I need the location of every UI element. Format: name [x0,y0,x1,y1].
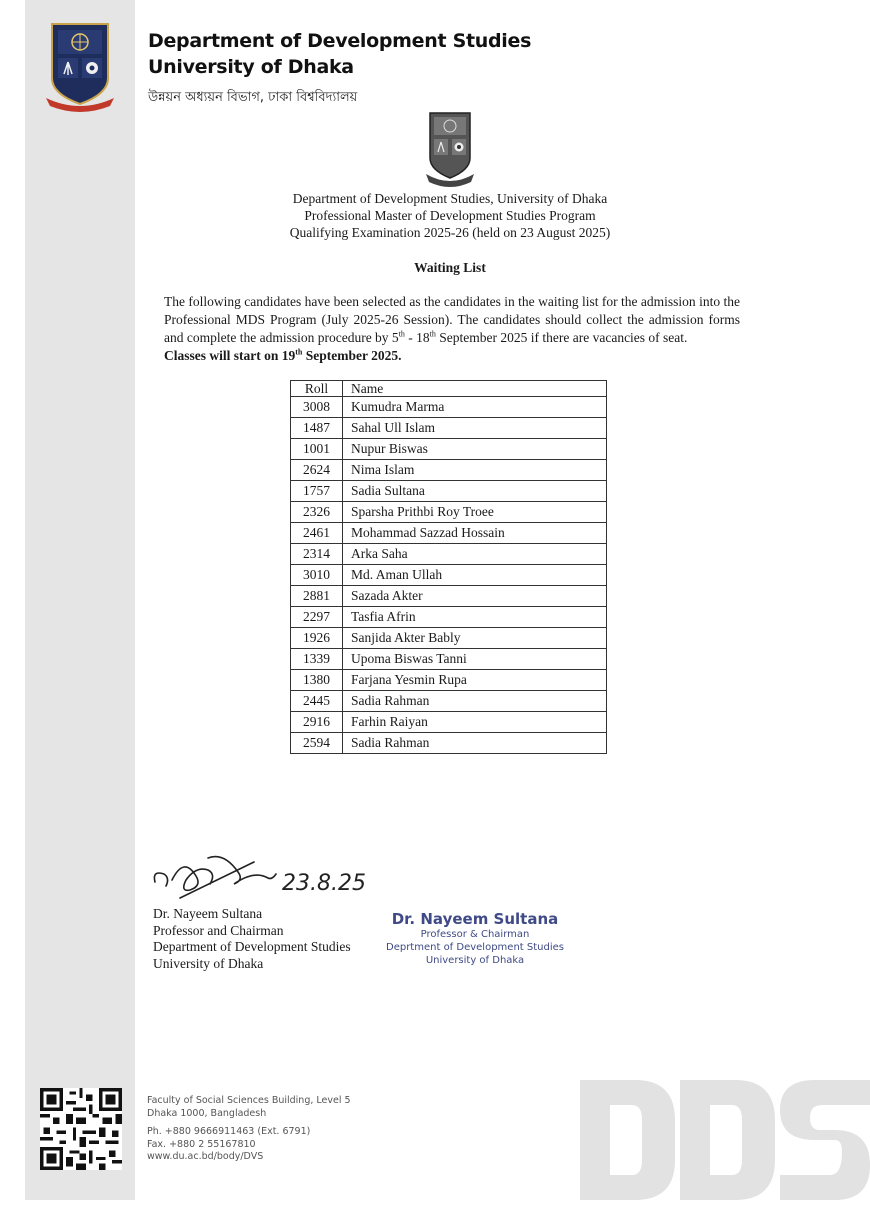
notice-line-2: Professional Master of Development Studies Program [304,208,596,223]
center-seal-icon [425,110,475,188]
table-row [291,397,607,418]
notice-line-3: Qualifying Examination 2025-26 (held on 23 August 2025) [289,225,611,240]
roll-cell: 1001 [291,439,343,460]
roll-cell: 2445 [291,691,343,712]
name-cell: Sadia Rahman [343,733,607,754]
waiting-list-title: Waiting List [414,260,486,275]
name-cell: Sadia Sultana [343,481,607,502]
sup-th-3: th [295,347,303,357]
roll-cell: 2916 [291,712,343,733]
table-row [291,439,607,460]
footer-contact [147,1095,351,1164]
roll-cell: 2314 [291,544,343,565]
table-row [291,586,607,607]
sup-th-1: th [398,329,405,339]
roll-cell: 2881 [291,586,343,607]
roll-cell: 3010 [291,565,343,586]
roll-cell: 3008 [291,397,343,418]
roll-cell: 2624 [291,460,343,481]
name-cell: Md. Aman Ullah [343,565,607,586]
table-row [291,733,607,754]
table-row [291,544,607,565]
name-cell: Sparsha Prithbi Roy Troee [343,502,607,523]
roll-cell: 2297 [291,607,343,628]
sup-th-2: th [429,329,436,339]
signatory-role: Professor and Chairman [153,922,284,938]
name-cell: Sazada Akter [343,586,607,607]
table-row [291,712,607,733]
footer-phone: Ph. +880 9666911463 (Ext. 6791) [147,1126,311,1137]
signature-date: 23.8.25 [282,871,366,896]
notice-paragraph [164,293,740,365]
table-row [291,481,607,502]
dds-watermark-logo [580,1080,870,1200]
roll-cell: 2461 [291,523,343,544]
name-cell: Sahal Ull Islam [343,418,607,439]
header-roll: Roll [291,381,343,397]
notice-line-1: Department of Development Studies, University of Dhaka [292,191,608,206]
para-text-a: The following candidates have been selected as the candidates in the waiting list for the admission into the Professional MDS Program (July 2025-26 Session). The candidates should collect the admission forms and complete the admission procedure by 5 [164,294,740,345]
signatory-univ: University of Dhaka [153,955,264,971]
signatory-name: Dr. Nayeem Sultana [153,906,263,921]
stamp-dept: Deprtment of Development Studies [386,942,564,953]
name-cell: Kumudra Marma [343,397,607,418]
waiting-list-table [290,380,607,754]
signatory-dept: Department of Development Studies [153,939,351,954]
header-bangla: উন্নয়ন অধ্যয়ন বিভাগ, ঢাকা বিশ্ববিদ্যালয় [148,90,358,105]
handwritten-signature [150,850,410,910]
classes-start [164,348,402,363]
footer-address-1: Faculty of Social Sciences Building, Level 5 [147,1095,351,1106]
roll-cell: 1339 [291,649,343,670]
name-cell: Tasfia Afrin [343,607,607,628]
table-row [291,418,607,439]
table-header-row [291,381,607,397]
header-title [148,28,531,80]
table-row [291,565,607,586]
name-cell: Upoma Biswas Tanni [343,649,607,670]
name-cell: Mohammad Sazzad Hossain [343,523,607,544]
roll-cell: 1380 [291,670,343,691]
name-cell: Nupur Biswas [343,439,607,460]
side-strip [25,0,135,1200]
name-cell: Nima Islam [343,460,607,481]
footer-fax: Fax. +880 2 55167810 [147,1138,256,1150]
roll-cell: 2594 [291,733,343,754]
notice-heading [280,190,620,241]
stamp-role: Professor & Chairman [420,929,530,940]
table-row [291,649,607,670]
stamp-univ: University of Dhaka [425,955,525,966]
university-seal-icon [44,20,116,112]
header-name: Name [343,381,607,397]
classes-text-a: Classes will start on 19 [164,348,296,363]
stamp-name: Dr. Nayeem Sultana [391,910,559,928]
official-stamp [385,910,565,967]
classes-text-b: September 2025. [302,348,402,363]
name-cell: Sanjida Akter Bably [343,628,607,649]
name-cell: Arka Saha [343,544,607,565]
table-row [291,460,607,481]
footer-address-2: Dhaka 1000, Bangladesh [147,1107,267,1119]
para-text-b: - 18 [404,330,430,345]
roll-cell: 2326 [291,502,343,523]
roll-cell: 1926 [291,628,343,649]
university-name: University of Dhaka [148,56,354,78]
roll-cell: 1487 [291,418,343,439]
para-text-c: September 2025 if there are vacancies of seat. [435,330,688,345]
footer-web[interactable]: www.du.ac.bd/body/DVS [147,1151,264,1162]
table-row [291,691,607,712]
qr-code-icon [40,1088,122,1170]
name-cell: Farjana Yesmin Rupa [343,670,607,691]
name-cell: Sadia Rahman [343,691,607,712]
table-row [291,523,607,544]
signatory-block [153,906,351,972]
table-row [291,502,607,523]
table-row [291,628,607,649]
table-row [291,670,607,691]
roll-cell: 1757 [291,481,343,502]
department-name: Department of Development Studies [148,30,532,52]
table-row [291,607,607,628]
name-cell: Farhin Raiyan [343,712,607,733]
